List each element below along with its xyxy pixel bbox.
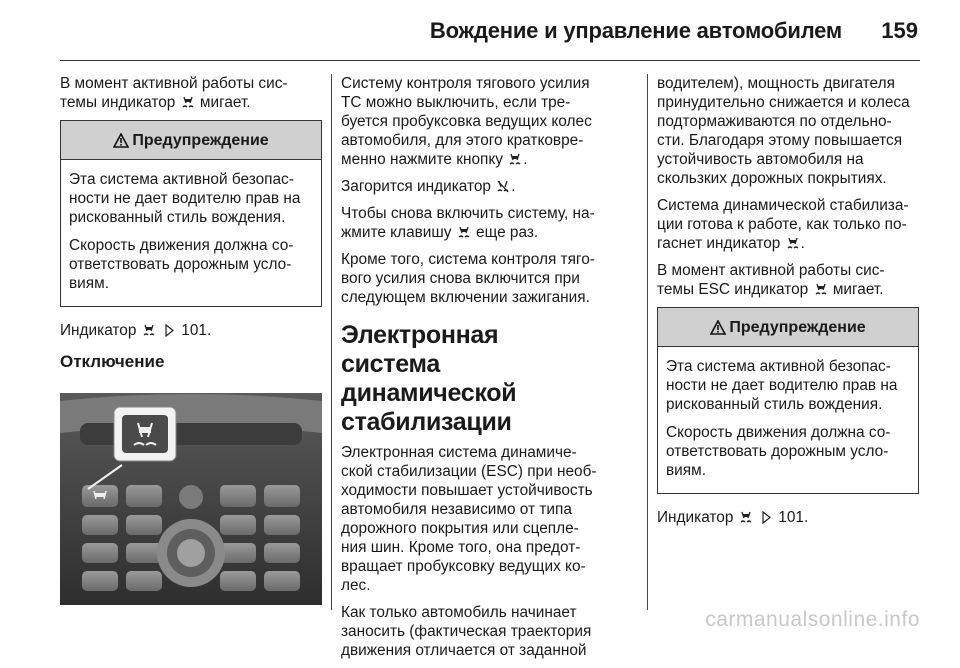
page-number: 159 — [881, 18, 918, 43]
paragraph — [341, 603, 603, 660]
text-line: ности не дает водителю прав на — [666, 377, 898, 394]
text: жмите клавишу — [341, 224, 452, 241]
text-line: виям. — [666, 462, 706, 479]
warning-box — [60, 120, 322, 307]
text: мигает. — [199, 94, 251, 111]
watermark: carmanualsonline.info — [705, 608, 920, 631]
text-line: ТС можно выключить, если тре- — [341, 94, 571, 111]
column-divider-2 — [647, 74, 648, 610]
column-3 — [657, 74, 919, 535]
text-line: ности не дает водителю прав на — [69, 190, 301, 207]
text-line: движения отличается от заданной — [341, 642, 587, 659]
paragraph: Система динамической стабилиза- ции готова к работе, как только по- гаснет индикатор . — [657, 197, 909, 252]
esc-icon — [787, 237, 799, 250]
text-line: автомобиля независимо от типа — [341, 501, 572, 518]
text: темы индикатор — [60, 94, 176, 111]
text-line: ции готова к работе, как только по- — [657, 216, 907, 233]
text: Загорится индикатор — [341, 178, 491, 195]
text-line: Система динамической стабилиза- — [657, 197, 909, 214]
warning-title: Предупреждение — [729, 318, 866, 336]
warning-triangle-icon — [113, 133, 129, 148]
text-line: Скорость движения должна со- — [69, 237, 294, 254]
header-title: Вождение и управление автомобилем — [429, 18, 842, 43]
text-line: рискованный стиль вождения. — [666, 396, 883, 413]
text-line: ходимости повышает устойчивость — [341, 482, 593, 499]
traction-control-off-icon — [497, 180, 509, 193]
text-line: Эта система активной безопас- — [69, 171, 294, 188]
text: Индикатор — [60, 322, 137, 339]
page-reference-arrow-icon — [163, 324, 175, 337]
paragraph — [666, 423, 910, 480]
dashboard-console-photo — [60, 393, 322, 605]
text-line: дорожного покрытия или сцепле- — [341, 520, 579, 537]
page-reference: 101. — [778, 509, 809, 526]
paragraph — [69, 236, 313, 293]
traction-control-icon — [182, 96, 194, 109]
esc-icon — [815, 283, 827, 296]
esc-icon — [740, 511, 752, 524]
paragraph — [341, 443, 603, 595]
text-line: Систему контроля тягового усилия — [341, 75, 590, 92]
section-heading — [341, 321, 603, 437]
text-line: ответствовать дорожным усло- — [69, 256, 292, 273]
text-line: стабилизации — [341, 408, 512, 436]
text: гаснет индикатор — [657, 235, 781, 252]
subheading: Отключение — [60, 352, 165, 371]
page-reference: 101. — [181, 322, 212, 339]
text-line: виям. — [69, 275, 109, 292]
page-reference-arrow-icon — [760, 511, 772, 524]
text-line: вого усилия снова включится при — [341, 270, 580, 287]
column-divider-1 — [331, 74, 332, 610]
warning-triangle-icon — [710, 320, 726, 335]
text-line: вращает пробуксовку ведущих ко- — [341, 558, 586, 575]
text-line: Электронная система — [341, 321, 499, 378]
paragraph — [341, 204, 603, 242]
traction-control-icon — [509, 153, 521, 166]
text-line: Скорость движения должна со- — [666, 424, 891, 441]
warning-header — [658, 308, 918, 347]
paragraph — [60, 74, 322, 112]
text-line: подтормаживаются по отдельно- — [657, 113, 892, 130]
header-rule — [60, 60, 920, 61]
text-line: скользких дорожных покрытиях. — [657, 170, 887, 187]
text-line: ответствовать дорожным усло- — [666, 443, 889, 460]
text-line: заносить (фактическая траектория — [341, 623, 592, 640]
paragraph — [666, 357, 910, 414]
text-line: Кроме того, система контроля тяго- — [341, 251, 595, 268]
text-line: Как только автомобиль начинает — [341, 604, 577, 621]
column-2 — [341, 74, 603, 668]
text-line: принудительно снижается и колеса — [657, 94, 910, 111]
paragraph — [657, 74, 919, 188]
text-line: буется пробуксовка ведущих колес — [341, 113, 592, 130]
paragraph: Систему контроля тягового усилия ТС можно выключить, если тре- буется пробуксовка ведущих колес автомобиля, для этого кратковре- менно нажмите кнопку . — [341, 75, 592, 168]
text-line: динамической — [341, 379, 517, 407]
text: Индикатор — [657, 509, 734, 526]
text-line: устойчивость автомобиля на — [657, 151, 864, 168]
text-line: рискованный стиль вождения. — [69, 209, 286, 226]
warning-title: Предупреждение — [132, 131, 269, 149]
text-line: автомобиля, для этого кратковре- — [341, 132, 584, 149]
paragraph — [60, 321, 322, 340]
text: В момент активной работы сис- — [657, 262, 885, 279]
text-line: сти. Благодаря этому повышается — [657, 132, 903, 149]
text: еще раз. — [476, 224, 539, 241]
text: менно нажмите кнопку — [341, 151, 503, 168]
text-line: водителем), мощность двигателя — [657, 75, 895, 92]
traction-control-icon — [143, 324, 155, 337]
text-line: лес. — [341, 577, 371, 594]
text: темы ESC индикатор — [657, 281, 809, 298]
paragraph: Загорится индикатор . — [341, 178, 516, 195]
column-1 — [60, 74, 322, 610]
text-line: ской стабилизации (ESC) при необ- — [341, 463, 597, 480]
text-line: Эта система активной безопас- — [666, 358, 891, 375]
text: мигает. — [832, 281, 884, 298]
text-line: Электронная система динамиче- — [341, 444, 577, 461]
warning-body — [658, 347, 918, 493]
paragraph — [657, 508, 919, 527]
warning-box — [657, 307, 919, 494]
text: В момент активной работы сис- — [60, 75, 288, 92]
traction-control-icon — [458, 226, 470, 239]
warning-body — [61, 160, 321, 306]
paragraph — [69, 170, 313, 227]
text-line: ния шин. Кроме того, она предот- — [341, 539, 581, 556]
paragraph — [341, 250, 603, 307]
text-line: следующем включении зажигания. — [341, 289, 590, 306]
warning-header — [61, 121, 321, 160]
paragraph — [657, 261, 919, 299]
text: Чтобы снова включить систему, на- — [341, 205, 595, 222]
